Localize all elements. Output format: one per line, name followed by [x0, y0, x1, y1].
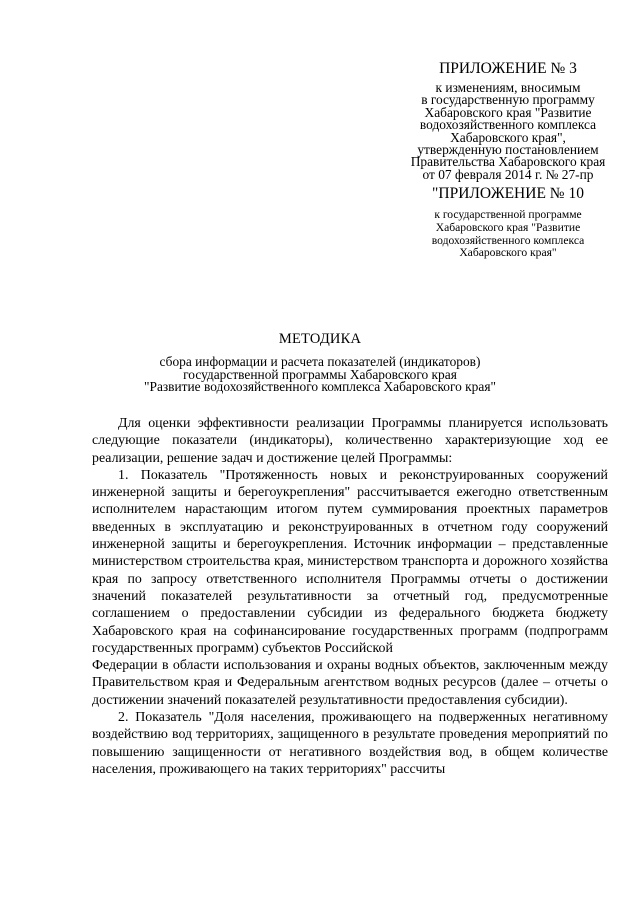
appendix-3-line: Хабаровского края "Развитие: [424, 104, 592, 120]
appendix-3-block: [388, 60, 628, 181]
title-block: [0, 331, 640, 394]
document-subtitle: [0, 356, 640, 394]
document-body: [92, 415, 608, 778]
appendix-3-header: ПРИЛОЖЕНИЕ № 3: [439, 60, 577, 77]
appendix-10-line: к государственной программе: [434, 208, 582, 221]
item-1-paragraph: 1. Показатель "Протяженность новых и реконструированных сооружений инженерной защиты и берегоукрепления" рассчитывается ежегодно ответственным исполнителем нарастающим итогом путем суммирования проектных параметров введенных в эксплуатацию и реконструированных в отчетном году сооружений инженерной защиты и берегоукрепления. Источник информации – представленные министерством строительства края, министерством транспорта и дорожного хозяйства края по запросу ответственного исполнителя Программы отчеты о достижении значений показателей результативности за отчетный год, предусмотренные соглашением о предоставлении субсидии из федерального бюджета бюджету Хабаровского края на софинансирование государственных программ (подпрограмм государственных программ) субъектов Российской: [92, 467, 608, 656]
subtitle-line: государственной программы Хабаровского края: [183, 366, 457, 382]
appendix-10-line: Хабаровского края "Развитие: [435, 220, 581, 234]
appendix-3-line: Хабаровского края",: [450, 129, 566, 145]
document-title: МЕТОДИКА: [278, 331, 362, 347]
appendix-3-line: к изменениям, вносимым: [435, 80, 581, 95]
appendix-10-header: "ПРИЛОЖЕНИЕ № 10: [432, 185, 584, 202]
appendix-3-text: [388, 82, 628, 181]
subtitle-line: "Развитие водохозяйственного комплекса Хабаровского края": [144, 379, 496, 395]
appendix-3-line: водохозяйственного комплекса: [419, 117, 597, 133]
appendix-3-line: утвержденную постановлением: [417, 142, 599, 158]
appendix-10-block: [388, 185, 628, 260]
appendix-3-line: в государственную программу: [421, 92, 595, 108]
appendix-3-line: Правительства Хабаровского края: [410, 154, 606, 170]
appendix-10-line: Хабаровского края": [459, 246, 557, 260]
intro-paragraph: Для оценки эффективности реализации Программы планируется использовать следующие показатели (индикаторы), количественно характеризующие ход ее реализации, решение задач и достижение целей Программы:: [92, 416, 608, 466]
appendix-3-line: от 07 февраля 2014 г. № 27-пр: [422, 166, 594, 182]
appendix-10-line: водохозяйственного комплекса: [431, 233, 585, 247]
appendix-10-text: [388, 209, 628, 260]
item-2-paragraph: 2. Показатель "Доля населения, проживающего на подверженных негативному воздействию вод территориях, защищенного в результате проведения мероприятий по повышению защищенности от негативного воздействия вод, в общем количестве населения, проживающего на таких территориях" рассчиты: [92, 710, 608, 777]
item-1-continuation: Федерации в области использования и охраны водных объектов, заключенным между Правительством края и Федеральным агентством водных ресурсов (далее – отчеты о достижении значений показателей результативности предоставления субсидии).: [92, 658, 608, 708]
subtitle-line: сбора информации и расчета показателей (индикаторов): [159, 354, 481, 369]
